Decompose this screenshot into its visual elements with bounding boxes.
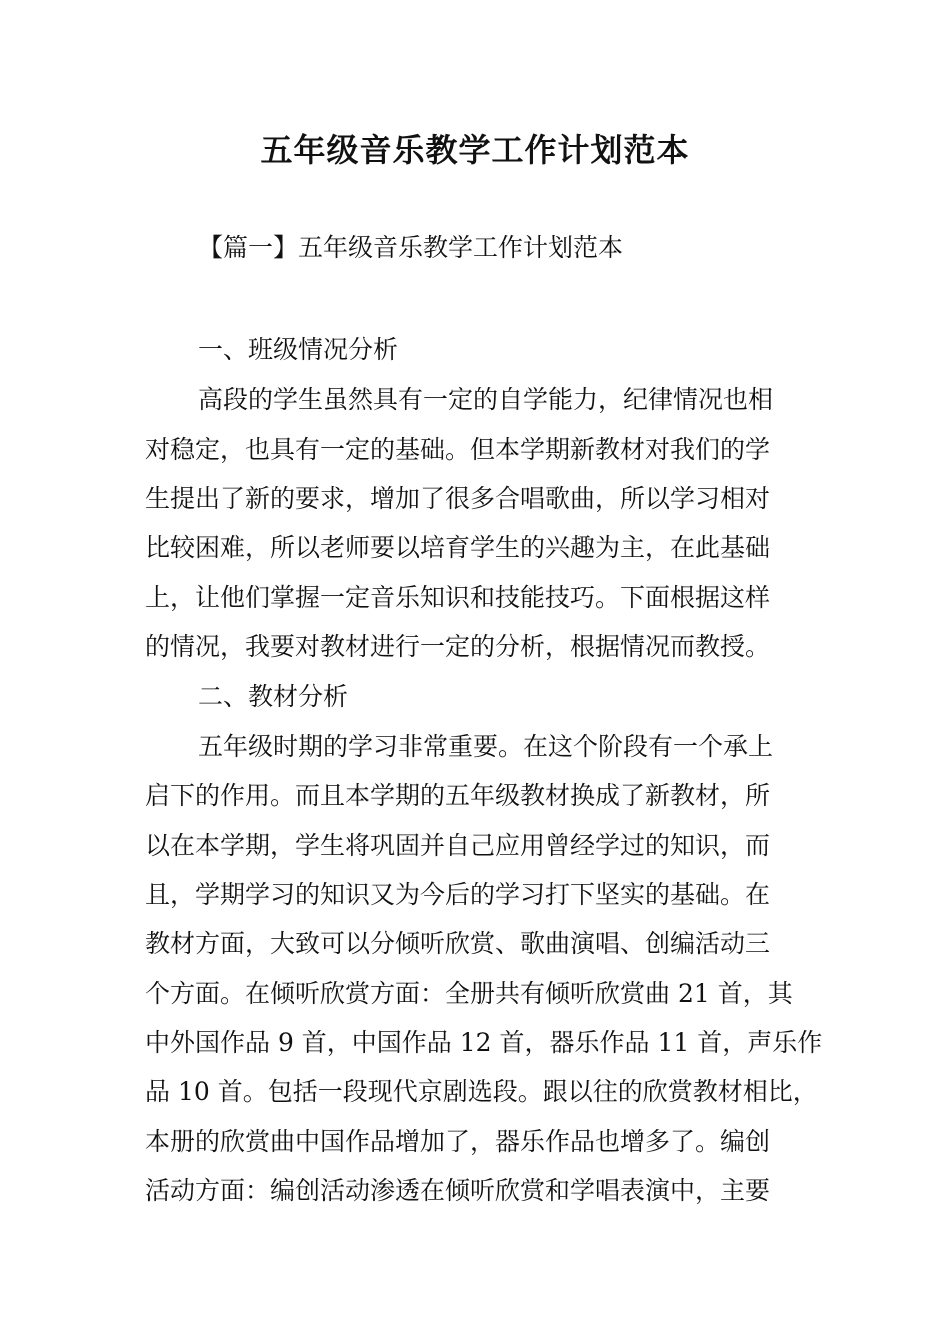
section-subtitle: 【篇一】五年级音乐教学工作计划范本	[198, 233, 624, 262]
paragraph-line: 个方面。在倾听欣赏方面：全册共有倾听欣赏曲 21 首，其	[145, 979, 793, 1008]
paragraph-line: 的情况，我要对教材进行一定的分析，根据情况而教授。	[145, 632, 771, 661]
paragraph-line: 启下的作用。而且本学期的五年级教材换成了新教材，所	[145, 781, 771, 810]
paragraph-line: 比较困难，所以老师要以培育学生的兴趣为主，在此基础	[145, 533, 771, 562]
paragraph-line: 本册的欣赏曲中国作品增加了，器乐作品也增多了。编创	[145, 1127, 771, 1156]
heading-textbook-analysis: 二、教材分析	[198, 682, 349, 711]
paragraph-line: 且，学期学习的知识又为今后的学习打下坚实的基础。在	[145, 880, 771, 909]
paragraph-line: 对稳定，也具有一定的基础。但本学期新教材对我们的学	[145, 435, 771, 464]
paragraph-line: 五年级时期的学习非常重要。在这个阶段有一个承上	[198, 732, 774, 761]
paragraph-line: 活动方面：编创活动渗透在倾听欣赏和学唱表演中，主要	[145, 1176, 771, 1205]
paragraph-line: 高段的学生虽然具有一定的自学能力，纪律情况也相	[198, 385, 774, 414]
paragraph-line: 上，让他们掌握一定音乐知识和技能技巧。下面根据这样	[145, 583, 771, 612]
paragraph-line: 中外国作品 9 首，中国作品 12 首，器乐作品 11 首，声乐作	[145, 1028, 823, 1057]
document-title: 五年级音乐教学工作计划范本	[260, 131, 690, 169]
paragraph-line: 以在本学期，学生将巩固并自己应用曾经学过的知识，而	[145, 831, 771, 860]
paragraph-line: 教材方面，大致可以分倾听欣赏、歌曲演唱、创编活动三	[145, 929, 771, 958]
heading-class-analysis: 一、班级情况分析	[198, 335, 399, 364]
paragraph-line: 生提出了新的要求，增加了很多合唱歌曲，所以学习相对	[145, 484, 771, 513]
paragraph-line: 品 10 首。包括一段现代京剧选段。跟以往的欣赏教材相比，	[145, 1077, 818, 1106]
